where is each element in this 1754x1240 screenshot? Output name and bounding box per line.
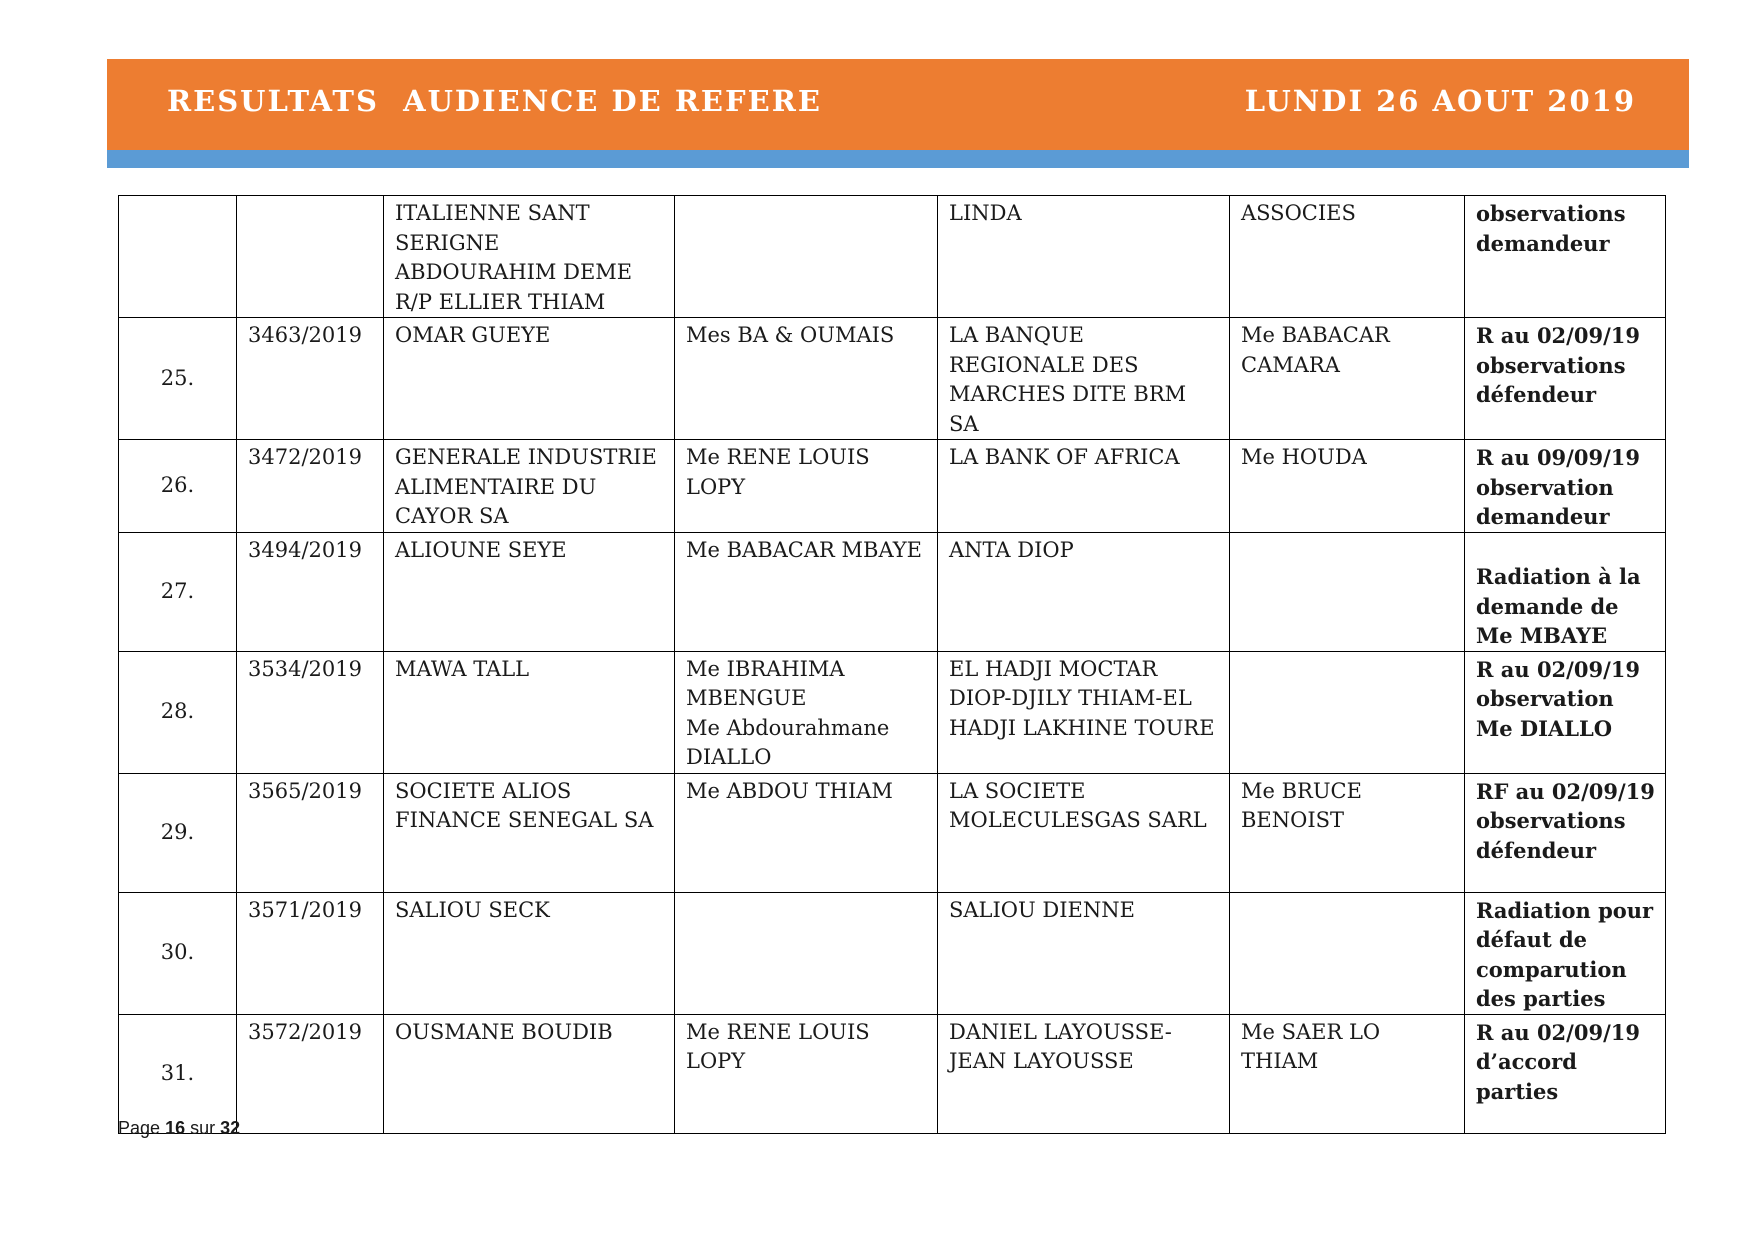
defendant-lawyer xyxy=(1230,892,1465,1014)
table-row xyxy=(119,651,1666,773)
case-number: 3571/2019 xyxy=(237,892,384,1014)
row-number: 30. xyxy=(119,892,237,1014)
case-number: 3494/2019 xyxy=(237,532,384,651)
plaintiff: ALIOUNE SEYE xyxy=(384,532,675,651)
plaintiff-lawyer: Me ABDOU THIAM xyxy=(675,773,938,892)
table-row xyxy=(119,1014,1666,1133)
page-current: 16 xyxy=(165,1118,186,1138)
case-number: 3463/2019 xyxy=(237,318,384,440)
table-row xyxy=(119,440,1666,533)
plaintiff: OMAR GUEYE xyxy=(384,318,675,440)
table-row xyxy=(119,318,1666,440)
results-table xyxy=(118,195,1666,1134)
row-number: 29. xyxy=(119,773,237,892)
plaintiff-lawyer: Me RENE LOUIS LOPY xyxy=(675,1014,938,1133)
defendant: LINDA xyxy=(938,196,1230,318)
defendant-lawyer: Me BRUCE BENOIST xyxy=(1230,773,1465,892)
plaintiff: SALIOU SECK xyxy=(384,892,675,1014)
row-number: 26. xyxy=(119,440,237,533)
plaintiff-lawyer xyxy=(675,892,938,1014)
defendant-lawyer xyxy=(1230,651,1465,773)
hearing-result: RF au 02/09/19 observations défendeur xyxy=(1465,773,1666,892)
case-number: 3534/2019 xyxy=(237,651,384,773)
table-row xyxy=(119,196,1666,318)
hearing-result: Radiation à la demande de Me MBAYE xyxy=(1465,532,1666,651)
header-stripe xyxy=(107,150,1689,168)
hearing-result: R au 02/09/19 observations défendeur xyxy=(1465,318,1666,440)
hearing-result: Radiation pour défaut de comparution des parties xyxy=(1465,892,1666,1014)
page-footer xyxy=(118,1118,240,1139)
row-number: 31. xyxy=(119,1014,237,1133)
row-number: 27. xyxy=(119,532,237,651)
case-number: 3572/2019 xyxy=(237,1014,384,1133)
hearing-date: LUNDI 26 AOUT 2019 xyxy=(1244,84,1636,118)
plaintiff-lawyer: Me IBRAHIMA MBENGUE xyxy=(686,656,845,710)
defendant-lawyer xyxy=(1230,532,1465,651)
defendant: SALIOU DIENNE xyxy=(938,892,1230,1014)
hearing-result: R au 09/09/19 observation demandeur xyxy=(1465,440,1666,533)
page-of-label: sur xyxy=(190,1118,216,1138)
defendant-lawyer: Me SAER LO THIAM xyxy=(1230,1014,1465,1133)
page-title: RESULTATS AUDIENCE DE REFERE xyxy=(167,84,822,118)
plaintiff-lawyer-cell xyxy=(675,651,938,773)
table-row xyxy=(119,532,1666,651)
page-total: 32 xyxy=(220,1118,241,1138)
hearing-result: observations demandeur xyxy=(1465,196,1666,318)
defendant-lawyer: Me HOUDA xyxy=(1230,440,1465,533)
row-number xyxy=(119,196,237,318)
plaintiff: MAWA TALL xyxy=(384,651,675,773)
plaintiff-lawyer: Me RENE LOUIS LOPY xyxy=(675,440,938,533)
plaintiff-lawyer xyxy=(675,196,938,318)
row-number: 28. xyxy=(119,651,237,773)
defendant-lawyer: Me BABACAR CAMARA xyxy=(1230,318,1465,440)
page-label: Page xyxy=(118,1118,161,1138)
defendant: LA BANK OF AFRICA xyxy=(938,440,1230,533)
case-number xyxy=(237,196,384,318)
plaintiff: OUSMANE BOUDIB xyxy=(384,1014,675,1133)
defendant: LA BANQUE REGIONALE DES MARCHES DITE BRM SA xyxy=(938,318,1230,440)
defendant: ANTA DIOP xyxy=(938,532,1230,651)
case-number: 3472/2019 xyxy=(237,440,384,533)
defendant: EL HADJI MOCTAR DIOP-DJILY THIAM-EL HADJI LAKHINE TOURE xyxy=(938,651,1230,773)
row-number: 25. xyxy=(119,318,237,440)
defendant: DANIEL LAYOUSSE-JEAN LAYOUSSE xyxy=(938,1014,1230,1133)
table-row xyxy=(119,892,1666,1014)
hearing-result: R au 02/09/19 observation Me DIALLO xyxy=(1465,651,1666,773)
plaintiff: SOCIETE ALIOS FINANCE SENEGAL SA xyxy=(384,773,675,892)
plaintiff: ITALIENNE SANT SERIGNE ABDOURAHIM DEME R/P ELLIER THIAM xyxy=(384,196,675,318)
hearing-result: R au 02/09/19 d’accord parties xyxy=(1465,1014,1666,1133)
plaintiff-lawyer-2: Me Abdourahmane DIALLO xyxy=(686,715,890,769)
defendant: LA SOCIETE MOLECULESGAS SARL xyxy=(938,773,1230,892)
plaintiff: GENERALE INDUSTRIE ALIMENTAIRE DU CAYOR SA xyxy=(384,440,675,533)
defendant-lawyer: ASSOCIES xyxy=(1230,196,1465,318)
plaintiff-lawyer: Mes BA & OUMAIS xyxy=(675,318,938,440)
case-number: 3565/2019 xyxy=(237,773,384,892)
table-row xyxy=(119,773,1666,892)
plaintiff-lawyer: Me BABACAR MBAYE xyxy=(675,532,938,651)
